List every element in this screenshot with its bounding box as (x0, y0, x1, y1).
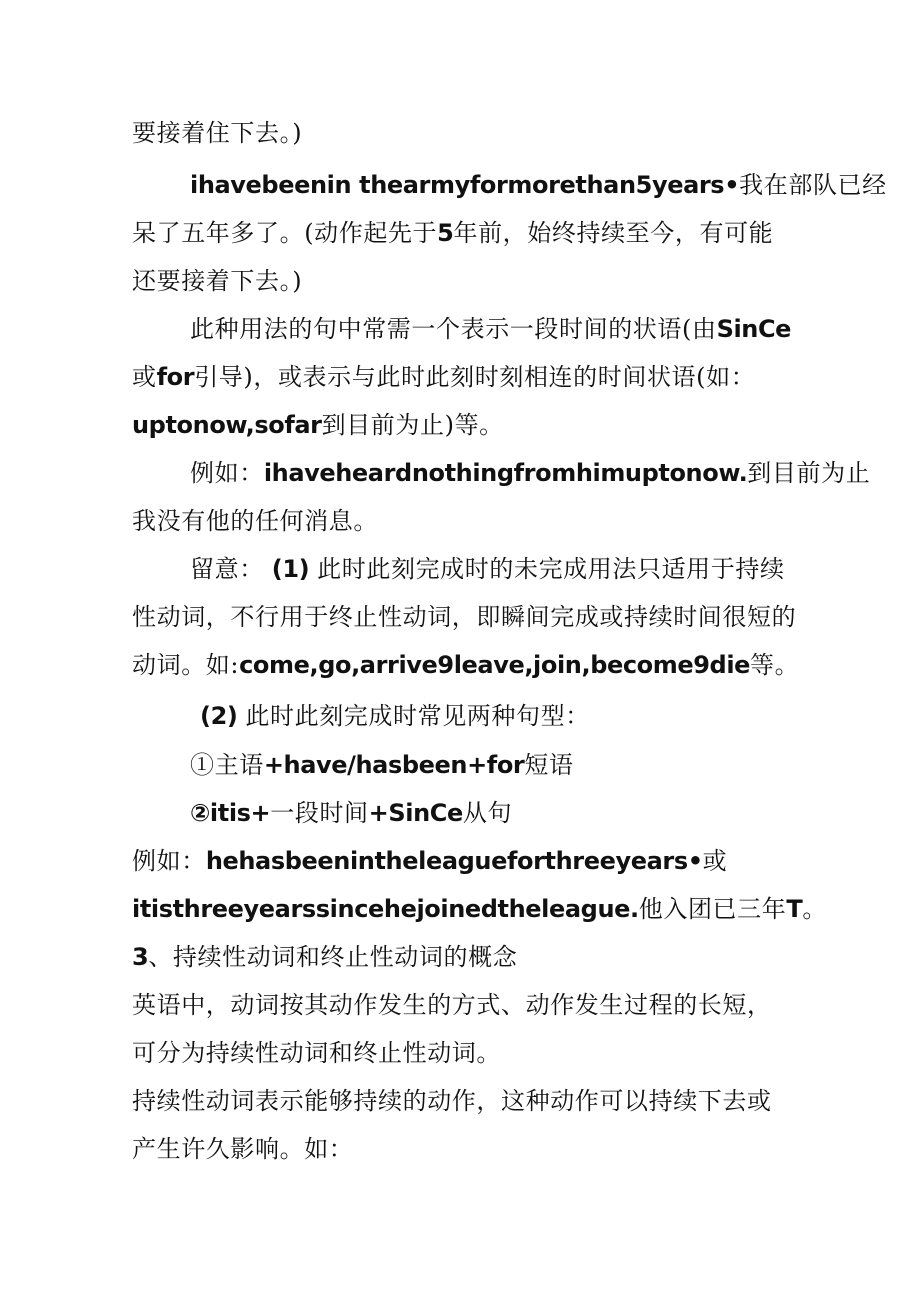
chinese-text-run: 英语中，动词按其动作发生的方式、动作发生过程的长短， (132, 991, 772, 1019)
chinese-text-run: 例如： (190, 459, 264, 487)
chinese-text-run: 引导)，或表示与此时此刻时刻相连的时间状语(如： (194, 363, 756, 391)
latin-text-run: 3 (132, 943, 149, 971)
chinese-text-run: 我在部队已经 (739, 171, 887, 199)
section-3-heading (132, 941, 517, 973)
latin-text-run: +have/hasbeen+for (263, 751, 525, 779)
chinese-text-run: 等。 (750, 651, 800, 679)
section-3-line-4 (132, 1133, 353, 1165)
chinese-text-run: 产生许久影响。如： (132, 1135, 354, 1163)
chinese-text-run: 。 (802, 895, 827, 923)
chinese-text-run: 我没有他的任何消息。 (132, 507, 378, 535)
latin-text-run: 5 (437, 219, 454, 247)
chinese-text-run: 从句 (462, 799, 513, 827)
example-sentence-army (190, 169, 887, 201)
latin-text-run: uptonow,sofar (132, 411, 322, 439)
note-1-line-2 (132, 601, 796, 633)
section-3-line-2 (132, 1037, 501, 1069)
chinese-text-run: 一段时间 (270, 799, 369, 827)
latin-text-run: ihavebeenin thearmyformorethan5years• (190, 171, 740, 199)
sentence-pattern-2 (190, 797, 512, 829)
usage-note-line-1 (190, 313, 791, 345)
usage-note-line-3 (132, 409, 504, 441)
note-1-line-3 (132, 649, 799, 681)
latin-text-run: itisthreeyearssincehejoinedtheleague. (132, 895, 639, 923)
chinese-text-run: 持续性动词表示能够持续的动作，这种动作可以持续下去或 (132, 1087, 772, 1115)
note-1-line-1 (190, 553, 785, 585)
chinese-text-run: 或 (132, 363, 157, 391)
latin-text-run: (2) (200, 702, 246, 730)
chinese-text-run: 此时此刻完成时的未完成用法只适用于持续 (317, 555, 785, 583)
latin-text-run: for (156, 363, 195, 391)
paragraph-line-1 (132, 117, 302, 149)
usage-note-line-2 (132, 361, 755, 393)
latin-text-run: come,go,arrive9leave,join,become9die (239, 651, 751, 679)
chinese-text-run: 他入团已三年 (638, 895, 787, 923)
section-3-line-1 (132, 989, 772, 1021)
latin-text-run: (1) (263, 555, 318, 583)
chinese-text-run: 此种用法的句中常需一个表示一段时间的状语(由 (190, 315, 717, 343)
chinese-text-run: 还要接着下去。) (132, 267, 303, 295)
chinese-text-run: 此时此刻完成时常见两种句型： (245, 702, 590, 730)
paragraph-line-4 (132, 265, 302, 297)
chinese-text-run: 、持续性动词和终止性动词的概念 (148, 943, 518, 971)
example-uptonow (190, 457, 870, 489)
chinese-text-run: 短语 (524, 751, 574, 779)
latin-text-run: hehasbeenintheleagueforthreeyears• (205, 847, 703, 875)
chinese-text-run: 可分为持续性动词和终止性动词。 (132, 1039, 501, 1067)
chinese-text-run: 性动词，不行用于终止性动词，即瞬间完成或持续时间很短的 (132, 603, 797, 631)
chinese-text-run: 留意： (190, 555, 264, 583)
latin-text-run: SinCe (716, 315, 792, 343)
paragraph-line-3 (132, 217, 773, 249)
chinese-text-run: 动词。如: (132, 651, 240, 679)
chinese-text-run: 要接着住下去。) (132, 119, 303, 147)
chinese-text-run: 例如： (132, 847, 206, 875)
sentence-pattern-1 (190, 749, 574, 781)
example-league-line-2 (132, 893, 827, 925)
chinese-text-run: 或 (702, 847, 728, 875)
chinese-text-run: 呆了五年多了。(动作起先于 (132, 219, 438, 247)
chinese-text-run: 到目前为止 (747, 459, 871, 487)
latin-text-run: ②itis+ (190, 799, 271, 827)
latin-text-run: T (786, 895, 803, 923)
chinese-text-run: 到目前为止)等。 (321, 411, 504, 439)
example-uptonow-translation (132, 505, 378, 537)
latin-text-run: ihaveheardnothingfromhimuptonow. (263, 459, 748, 487)
chinese-text-run: ①主语 (190, 751, 264, 779)
latin-text-run: +SinCe (368, 799, 463, 827)
section-3-line-3 (132, 1085, 772, 1117)
example-league-line-1 (132, 845, 727, 877)
note-2-heading (200, 700, 590, 732)
chinese-text-run: 年前，始终持续至今，有可能 (453, 219, 774, 247)
